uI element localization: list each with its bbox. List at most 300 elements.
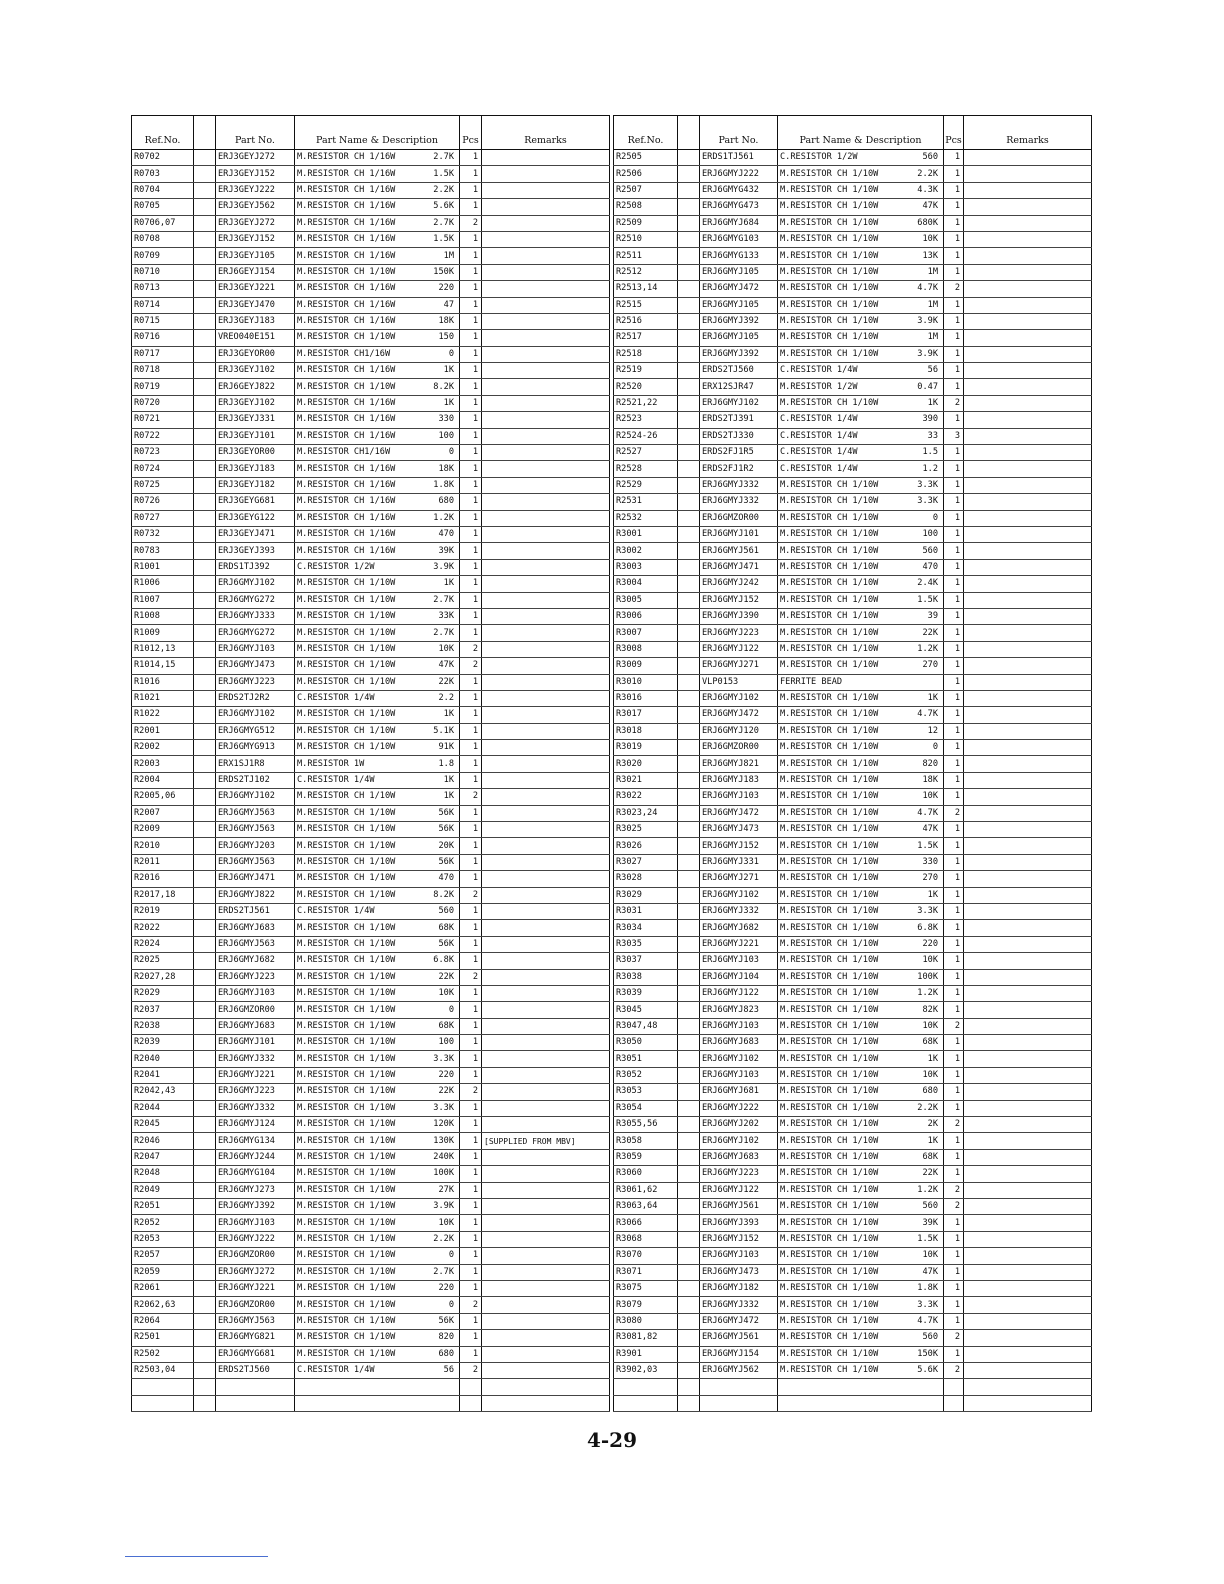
spacer-cell — [678, 215, 700, 231]
value-text: 10K — [922, 1250, 938, 1261]
part-no-cell: ERJ6GMYJ683 — [216, 1018, 295, 1034]
pcs-cell: 1 — [944, 1166, 964, 1182]
remarks-cell — [964, 1051, 1092, 1067]
part-no-cell: ERJ6GMYJ124 — [216, 1117, 295, 1133]
pcs-cell: 2 — [944, 1330, 964, 1346]
table-row — [132, 215, 610, 231]
value-text: 2.2K — [433, 1233, 454, 1244]
part-no-cell: ERDS2TJ391 — [700, 412, 778, 428]
description-text: M.RESISTOR CH 1/16W — [297, 430, 396, 441]
value-text: 820 — [438, 1332, 454, 1343]
value-text: 3.3K — [917, 480, 938, 490]
value-text: 20K — [438, 840, 454, 851]
value-text: 0 — [448, 1004, 454, 1015]
description-cell — [778, 1182, 944, 1198]
table-row — [614, 1182, 1092, 1198]
description-cell — [295, 428, 460, 444]
part-no-cell: ERJ6GMYJ223 — [216, 674, 295, 690]
spacer-cell — [194, 1248, 216, 1264]
pcs-cell: 1 — [944, 576, 964, 592]
part-no-cell — [700, 1379, 778, 1395]
ref-no-cell: R3004 — [614, 576, 678, 592]
value-text: 68K — [922, 1037, 938, 1048]
part-no-cell: ERJ3GEYJ102 — [216, 363, 295, 379]
remarks-cell — [482, 559, 610, 575]
description-text: M.RESISTOR CH 1/10W — [297, 381, 396, 392]
pcs-cell: 2 — [944, 1199, 964, 1215]
description-text: C.RESISTOR 1/4W — [780, 463, 858, 474]
ref-no-cell: R3018 — [614, 723, 678, 739]
ref-no-cell: R0722 — [132, 428, 194, 444]
table-row — [614, 395, 1092, 411]
description-cell — [778, 1215, 944, 1231]
part-no-cell: ERJ3GEYJ105 — [216, 248, 295, 264]
pcs-cell: 1 — [460, 477, 482, 493]
spacer-cell — [194, 871, 216, 887]
spacer-cell — [194, 281, 216, 297]
spacer-cell — [678, 592, 700, 608]
spacer-cell — [678, 231, 700, 247]
table-row — [614, 1313, 1092, 1329]
ref-no-cell: R0708 — [132, 231, 194, 247]
part-no-cell: ERJ6GMYG473 — [700, 199, 778, 215]
value-text: 22K — [438, 676, 454, 687]
table-row — [132, 297, 610, 313]
spacer-cell — [194, 1313, 216, 1329]
pcs-cell — [460, 1379, 482, 1395]
spacer-cell — [194, 805, 216, 821]
description-cell — [295, 674, 460, 690]
description-cell — [295, 854, 460, 870]
description-text: M.RESISTOR CH 1/16W — [297, 545, 396, 556]
description-text: M.RESISTOR CH 1/10W — [780, 1086, 879, 1097]
part-no-cell: ERJ6GMYJ561 — [700, 1330, 778, 1346]
description-cell — [778, 772, 944, 788]
part-no-cell: ERJ6GMYJ682 — [700, 920, 778, 936]
ref-no-cell: R2047 — [132, 1149, 194, 1165]
pcs-cell: 2 — [460, 1297, 482, 1313]
pcs-cell: 1 — [460, 248, 482, 264]
value-text: 1.5K — [917, 594, 938, 605]
pcs-cell: 1 — [944, 150, 964, 166]
part-no-cell: ERDS2TJ102 — [216, 772, 295, 788]
description-cell — [295, 412, 460, 428]
pcs-cell: 1 — [460, 1149, 482, 1165]
value-text: 1K — [927, 1135, 938, 1146]
spacer-cell — [678, 363, 700, 379]
spacer-cell — [678, 1199, 700, 1215]
ref-no-cell: R2039 — [132, 1035, 194, 1051]
value-text: 1.5K — [433, 168, 454, 179]
spacer-cell — [194, 1330, 216, 1346]
table-row — [132, 313, 610, 329]
spacer-cell — [678, 1002, 700, 1018]
table-row — [132, 822, 610, 838]
spacer-cell — [194, 346, 216, 362]
remarks-cell — [964, 1182, 1092, 1198]
description-cell — [778, 264, 944, 280]
remarks-cell — [964, 248, 1092, 264]
remarks-cell — [964, 625, 1092, 641]
ref-no-cell: R0704 — [132, 182, 194, 198]
header-remarks: Remarks — [482, 116, 610, 150]
description-cell — [778, 1280, 944, 1296]
table-row — [614, 985, 1092, 1001]
remarks-cell — [482, 1035, 610, 1051]
table-row — [132, 1067, 610, 1083]
description-cell — [295, 166, 460, 182]
spacer-cell — [678, 1330, 700, 1346]
remarks-cell — [482, 281, 610, 297]
part-no-cell: ERJ6GMYJ103 — [700, 1067, 778, 1083]
part-no-cell: ERJ6GMYJ221 — [216, 1280, 295, 1296]
table-row — [132, 526, 610, 542]
value-text: 0 — [932, 512, 938, 523]
description-text: M.RESISTOR CH 1/10W — [780, 988, 879, 999]
ref-no-cell: R3063,64 — [614, 1199, 678, 1215]
remarks-cell — [482, 641, 610, 657]
description-text: M.RESISTOR CH 1/10W — [297, 1266, 396, 1277]
ref-no-cell: R2041 — [132, 1067, 194, 1083]
table-row — [132, 592, 610, 608]
ref-no-cell: R3058 — [614, 1133, 678, 1149]
part-no-cell: ERJ6GMYG512 — [216, 723, 295, 739]
table-row — [132, 510, 610, 526]
description-text: M.RESISTOR CH 1/10W — [780, 545, 879, 556]
table-row — [614, 690, 1092, 706]
spacer-cell — [194, 1362, 216, 1378]
remarks-cell — [482, 363, 610, 379]
spacer-cell — [194, 1117, 216, 1133]
description-cell — [295, 1002, 460, 1018]
remarks-cell — [482, 395, 610, 411]
description-cell — [778, 1231, 944, 1247]
description-text: M.RESISTOR CH 1/16W — [297, 168, 396, 179]
ref-no-cell: R2513,14 — [614, 281, 678, 297]
ref-no-cell: R2521,22 — [614, 395, 678, 411]
value-text: 330 — [438, 414, 454, 425]
spacer-cell — [194, 297, 216, 313]
spacer-cell — [678, 1231, 700, 1247]
description-cell — [295, 690, 460, 706]
description-cell — [778, 625, 944, 641]
ref-no-cell: R3005 — [614, 592, 678, 608]
part-no-cell: ERJ3GEYJ221 — [216, 281, 295, 297]
pcs-cell: 1 — [944, 166, 964, 182]
part-no-cell: ERJ3GEYOR00 — [216, 346, 295, 362]
pcs-cell: 1 — [460, 150, 482, 166]
table-row — [132, 1149, 610, 1165]
remarks-cell — [482, 510, 610, 526]
table-row — [132, 199, 610, 215]
spacer-cell — [194, 1018, 216, 1034]
pcs-cell: 1 — [944, 494, 964, 510]
table-row — [614, 641, 1092, 657]
part-no-cell: ERJ6GMYJ103 — [216, 985, 295, 1001]
value-text: 390 — [922, 414, 938, 425]
value-text: 10K — [922, 791, 938, 802]
spacer-cell — [194, 740, 216, 756]
pcs-cell: 1 — [944, 1297, 964, 1313]
spacer-cell — [678, 1395, 700, 1411]
table-row — [614, 887, 1092, 903]
description-cell — [778, 1084, 944, 1100]
header-description: Part Name & Description — [778, 116, 944, 150]
part-no-cell: ERJ6GMYJ273 — [216, 1182, 295, 1198]
table-row — [132, 1280, 610, 1296]
ref-no-cell: R0716 — [132, 330, 194, 346]
value-text: 220 — [438, 1283, 454, 1294]
pcs-cell: 1 — [944, 231, 964, 247]
description-cell — [295, 658, 460, 674]
description-cell — [295, 772, 460, 788]
table-row — [132, 166, 610, 182]
value-text: 56K — [438, 807, 454, 818]
ref-no-cell: R3007 — [614, 625, 678, 641]
table-row — [614, 674, 1092, 690]
description-cell — [295, 641, 460, 657]
description-text: M.RESISTOR CH 1/10W — [780, 1315, 879, 1326]
spacer-cell — [194, 1133, 216, 1149]
value-text: 6.8K — [917, 922, 938, 933]
spacer-cell — [678, 281, 700, 297]
description-text: M.RESISTOR CH 1/10W — [780, 1348, 879, 1359]
pcs-cell: 1 — [460, 1215, 482, 1231]
description-cell — [778, 1330, 944, 1346]
pcs-cell: 1 — [460, 1248, 482, 1264]
description-cell — [295, 1067, 460, 1083]
value-text: 91K — [438, 742, 454, 753]
ref-no-cell: R3038 — [614, 969, 678, 985]
value-text: 82K — [922, 1004, 938, 1015]
table-row — [132, 625, 610, 641]
description-text: M.RESISTOR CH 1/10W — [297, 1332, 396, 1343]
value-text: 1M — [927, 266, 938, 277]
ref-no-cell: R3019 — [614, 740, 678, 756]
description-text: C.RESISTOR 1/4W — [297, 906, 375, 917]
description-text: M.RESISTOR CH 1/10W — [297, 971, 396, 982]
part-no-cell: ERJ6GMYG913 — [216, 740, 295, 756]
value-text: 5.6K — [917, 1365, 938, 1376]
description-cell — [295, 150, 460, 166]
part-no-cell: ERJ6GMYJ473 — [216, 658, 295, 674]
pcs-cell: 1 — [460, 592, 482, 608]
table-row — [132, 854, 610, 870]
table-header-row — [132, 116, 610, 150]
pcs-cell: 1 — [460, 920, 482, 936]
pcs-cell: 1 — [460, 838, 482, 854]
value-text: 1K — [927, 1053, 938, 1064]
description-cell — [778, 920, 944, 936]
spacer-cell — [678, 740, 700, 756]
value-text: 220 — [922, 938, 938, 949]
description-text: M.RESISTOR CH 1/10W — [780, 332, 879, 343]
description-text: M.RESISTOR CH 1/10W — [297, 594, 396, 605]
value-text: 1K — [927, 693, 938, 704]
spacer-cell — [678, 1035, 700, 1051]
pcs-cell: 1 — [944, 1248, 964, 1264]
description-cell — [295, 1051, 460, 1067]
remarks-cell — [964, 1313, 1092, 1329]
description-cell — [778, 231, 944, 247]
description-text: M.RESISTOR CH 1/10W — [297, 1119, 396, 1130]
description-cell — [778, 903, 944, 919]
part-no-cell: ERJ6GMYG272 — [216, 625, 295, 641]
table-row — [614, 625, 1092, 641]
remarks-cell — [482, 166, 610, 182]
value-text: 1K — [443, 578, 454, 589]
description-text: M.RESISTOR CH 1/10W — [780, 611, 879, 622]
description-cell — [778, 330, 944, 346]
ref-no-cell: R2019 — [132, 903, 194, 919]
remarks-cell — [964, 871, 1092, 887]
part-no-cell: ERJ6GMYJ332 — [700, 1297, 778, 1313]
pcs-cell: 1 — [460, 379, 482, 395]
table-row — [132, 658, 610, 674]
remarks-cell — [964, 903, 1092, 919]
part-no-cell: ERDS2TJ330 — [700, 428, 778, 444]
spacer-cell — [678, 608, 700, 624]
part-no-cell: ERJ6GMYJ122 — [700, 985, 778, 1001]
part-no-cell: ERJ6GMYJ103 — [216, 1215, 295, 1231]
description-cell — [778, 608, 944, 624]
description-text: M.RESISTOR CH 1/10W — [780, 1217, 879, 1228]
table-row — [132, 723, 610, 739]
pcs-cell: 1 — [944, 690, 964, 706]
spacer-cell — [678, 428, 700, 444]
part-no-cell: ERJ6GMYJ472 — [700, 805, 778, 821]
spacer-cell — [678, 510, 700, 526]
remarks-cell — [482, 1018, 610, 1034]
description-text: M.RESISTOR CH 1/10W — [780, 283, 879, 294]
ref-no-cell: R3045 — [614, 1002, 678, 1018]
table-row — [614, 363, 1092, 379]
value-text: 1K — [443, 775, 454, 786]
description-text: M.RESISTOR CH 1/10W — [780, 234, 879, 245]
remarks-cell — [482, 346, 610, 362]
description-cell — [778, 445, 944, 461]
remarks-cell — [964, 1231, 1092, 1247]
description-text: M.RESISTOR CH 1/10W — [780, 856, 879, 867]
description-text: M.RESISTOR CH 1/10W — [780, 709, 879, 720]
ref-no-cell — [614, 1379, 678, 1395]
remarks-cell — [964, 1149, 1092, 1165]
remarks-cell — [482, 805, 610, 821]
value-text: 13K — [922, 250, 938, 261]
pcs-cell: 2 — [460, 789, 482, 805]
description-text: M.RESISTOR CH 1/10W — [297, 988, 396, 999]
header-part-no: Part No. — [216, 116, 295, 150]
table-row — [614, 477, 1092, 493]
description-cell — [295, 199, 460, 215]
spacer-cell — [194, 231, 216, 247]
description-cell — [778, 1133, 944, 1149]
description-cell — [778, 461, 944, 477]
description-text: M.RESISTOR CH 1/10W — [297, 1102, 396, 1113]
table-row — [132, 1297, 610, 1313]
description-cell — [295, 1084, 460, 1100]
remarks-cell — [964, 215, 1092, 231]
spacer-cell — [194, 1231, 216, 1247]
ref-no-cell: R3003 — [614, 559, 678, 575]
table-row — [614, 559, 1092, 575]
description-text: M.RESISTOR CH 1/10W — [780, 1020, 879, 1031]
ref-no-cell: R2040 — [132, 1051, 194, 1067]
remarks-cell — [964, 166, 1092, 182]
part-no-cell: ERJ6GMZOR00 — [700, 740, 778, 756]
ref-no-cell: R3016 — [614, 690, 678, 706]
description-text: M.RESISTOR CH 1/10W — [297, 1250, 396, 1261]
ref-no-cell: R2516 — [614, 313, 678, 329]
spacer-cell — [678, 1100, 700, 1116]
value-text: 680K — [917, 217, 938, 228]
table-row — [614, 264, 1092, 280]
ref-no-cell: R3017 — [614, 707, 678, 723]
description-text: M.RESISTOR CH 1/10W — [297, 709, 396, 720]
part-no-cell: ERJ6GMYJ221 — [700, 936, 778, 952]
value-text: 1.5K — [433, 234, 454, 245]
pcs-cell: 1 — [460, 608, 482, 624]
part-no-cell: ERJ6GMYJ471 — [700, 559, 778, 575]
remarks-cell — [964, 854, 1092, 870]
pcs-cell: 1 — [944, 543, 964, 559]
pcs-cell: 1 — [944, 740, 964, 756]
description-text: M.RESISTOR CH 1/10W — [297, 266, 396, 277]
value-text: 560 — [438, 906, 454, 917]
remarks-cell — [964, 1346, 1092, 1362]
remarks-cell — [482, 150, 610, 166]
description-text: M.RESISTOR CH 1/10W — [780, 775, 879, 786]
table-row — [132, 1182, 610, 1198]
description-text: M.RESISTOR CH 1/10W — [297, 840, 396, 851]
pcs-cell: 1 — [944, 658, 964, 674]
value-text: 5.6K — [433, 201, 454, 212]
value-text: 2.7K — [433, 217, 454, 228]
spacer-cell — [194, 608, 216, 624]
pcs-cell: 1 — [460, 822, 482, 838]
part-no-cell: ERJ6GMYJ562 — [700, 1362, 778, 1378]
description-cell — [778, 822, 944, 838]
part-no-cell: ERJ6GMYJ242 — [700, 576, 778, 592]
spacer-cell — [194, 395, 216, 411]
description-cell — [295, 526, 460, 542]
ref-no-cell: R2517 — [614, 330, 678, 346]
table-row — [614, 936, 1092, 952]
value-text: 150K — [917, 1348, 938, 1359]
remarks-cell — [482, 264, 610, 280]
table-header-row — [614, 116, 1092, 150]
spacer-cell — [678, 1133, 700, 1149]
value-text: 1K — [927, 398, 938, 409]
ref-no-cell: R3051 — [614, 1051, 678, 1067]
description-cell — [295, 822, 460, 838]
value-text: 100 — [922, 529, 938, 540]
description-text: M.RESISTOR CH 1/16W — [297, 299, 396, 310]
description-text: M.RESISTOR CH 1/16W — [297, 512, 396, 523]
description-cell — [295, 297, 460, 313]
value-text: 1K — [927, 889, 938, 900]
description-text: M.RESISTOR CH 1/16W — [297, 414, 396, 425]
part-no-cell: ERJ6GMYJ272 — [216, 1264, 295, 1280]
value-text: 560 — [922, 1332, 938, 1343]
part-no-cell: ERJ6GMYJ101 — [700, 526, 778, 542]
description-text: M.RESISTOR CH1/16W — [297, 447, 391, 458]
part-no-cell: ERJ6GMYJ122 — [700, 641, 778, 657]
remarks-cell — [964, 281, 1092, 297]
description-cell — [778, 510, 944, 526]
ref-no-cell: R3055,56 — [614, 1117, 678, 1133]
table-row — [614, 1280, 1092, 1296]
